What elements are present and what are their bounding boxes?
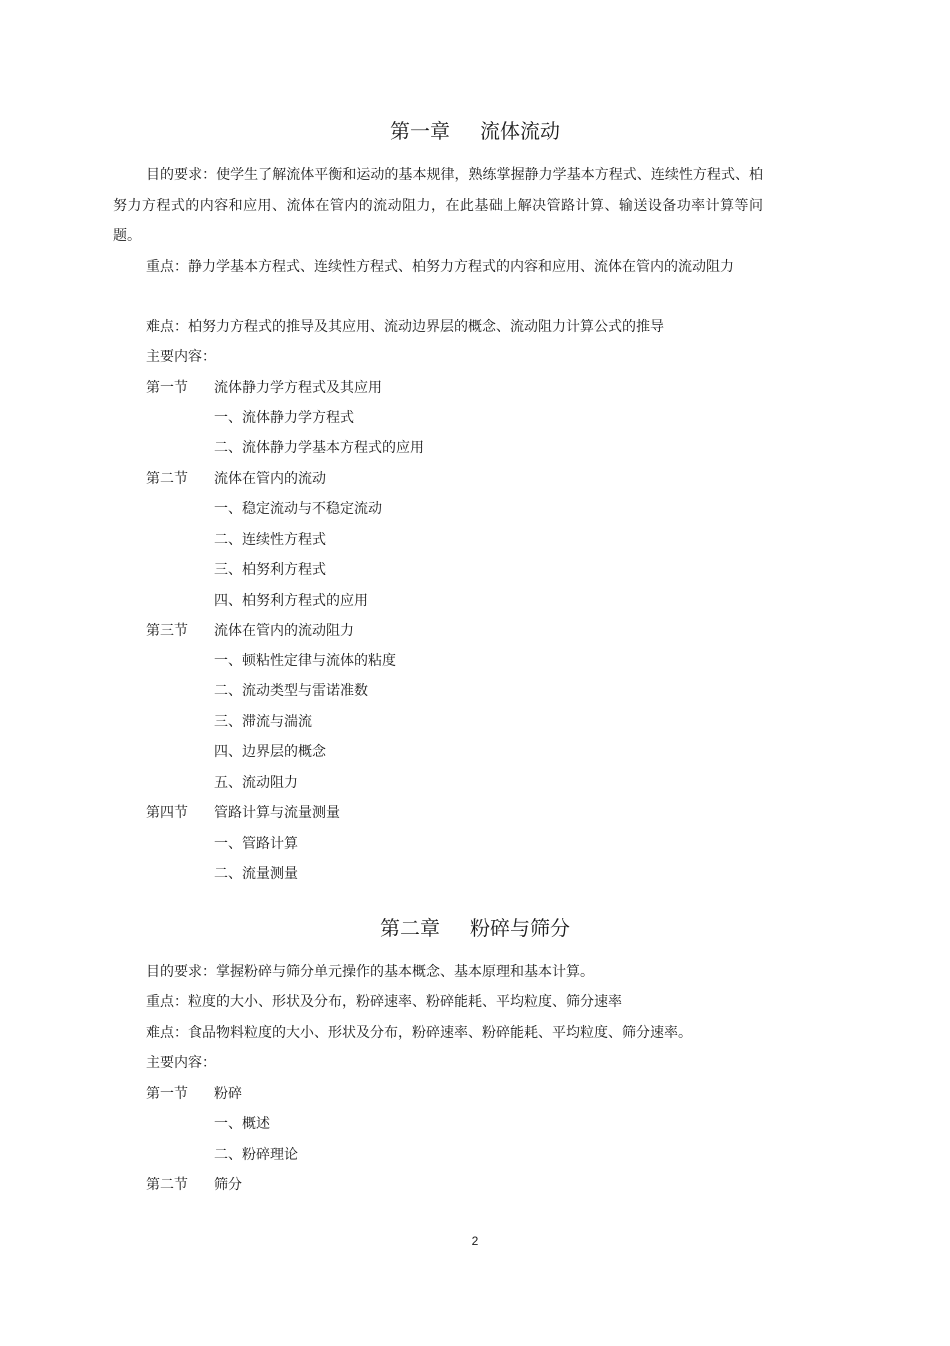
chapter-1-number: 第一章 [390,119,450,143]
chapter-2-objectives: 目的要求：掌握粉碎与筛分单元操作的基本概念、基本原理和基本计算。 [146,964,594,980]
list-item: 二、粉碎理论 [214,1147,298,1163]
section-title: 管路计算与流量测量 [214,805,340,821]
list-item: 一、顿粘性定律与流体的粘度 [214,653,396,669]
section-title: 流体在管内的流动 [214,471,326,487]
list-item: 一、概述 [214,1116,270,1132]
section-number: 第二节 [146,1177,188,1193]
section-number: 第四节 [146,805,188,821]
list-item: 二、流动类型与雷诺准数 [214,683,368,699]
chapter-2-title [0,914,950,942]
chapter-1-key-points: 重点：静力学基本方程式、连续性方程式、柏努力方程式的内容和应用、流体在管内的流动阻力 [146,259,734,275]
chapter-1-name: 流体流动 [480,119,560,143]
section-number: 第一节 [146,1086,188,1102]
list-item: 一、稳定流动与不稳定流动 [214,501,382,517]
section-number: 第二节 [146,471,188,487]
list-item: 一、管路计算 [214,836,298,852]
chapter-2-key-points: 重点：粒度的大小、形状及分布，粉碎速率、粉碎能耗、平均粒度、筛分速率 [146,994,622,1010]
list-item: 二、连续性方程式 [214,532,326,548]
section-title: 筛分 [214,1177,242,1193]
list-item: 四、柏努利方程式的应用 [214,593,368,609]
chapter-1-contents-label: 主要内容： [146,349,216,365]
chapter-1-difficulties: 难点：柏努力方程式的推导及其应用、流动边界层的概念、流动阻力计算公式的推导 [146,319,664,335]
section-title: 流体静力学方程式及其应用 [214,380,382,396]
chapter-1-objectives: 目的要求：使学生了解流体平衡和运动的基本规律，熟练掌握静力学基本方程式、连续性方程式、柏努力方程式的内容和应用、流体在管内的流动阻力，在此基础上解决管路计算、输送设备功率计算等问题。 [113,167,763,244]
chapter-2-contents-label: 主要内容： [146,1055,216,1071]
chapter-2-section-2 [146,1175,242,1195]
list-item: 三、柏努利方程式 [214,562,326,578]
section-title: 粉碎 [214,1086,242,1102]
chapter-2-number: 第二章 [380,916,440,940]
section-number: 第一节 [146,380,188,396]
list-item: 三、滞流与湍流 [214,714,312,730]
chapter-2-name: 粉碎与筛分 [470,916,570,940]
chapter-1-section-3 [146,621,354,641]
list-item: 五、流动阻力 [214,775,298,791]
section-number: 第三节 [146,623,188,639]
list-item: 二、流量测量 [214,866,298,882]
list-item: 二、流体静力学基本方程式的应用 [214,440,424,456]
list-item: 四、边界层的概念 [214,744,326,760]
chapter-2-difficulties: 难点：食品物料粒度的大小、形状及分布，粉碎速率、粉碎能耗、平均粒度、筛分速率。 [146,1025,692,1041]
section-title: 流体在管内的流动阻力 [214,623,354,639]
chapter-1-section-4 [146,803,340,823]
page-number: 2 [471,1234,479,1248]
chapter-1-section-1 [146,378,382,398]
chapter-1-title [0,117,950,145]
chapter-2-section-1 [146,1084,242,1104]
list-item: 一、流体静力学方程式 [214,410,354,426]
chapter-1-section-2 [146,469,326,489]
